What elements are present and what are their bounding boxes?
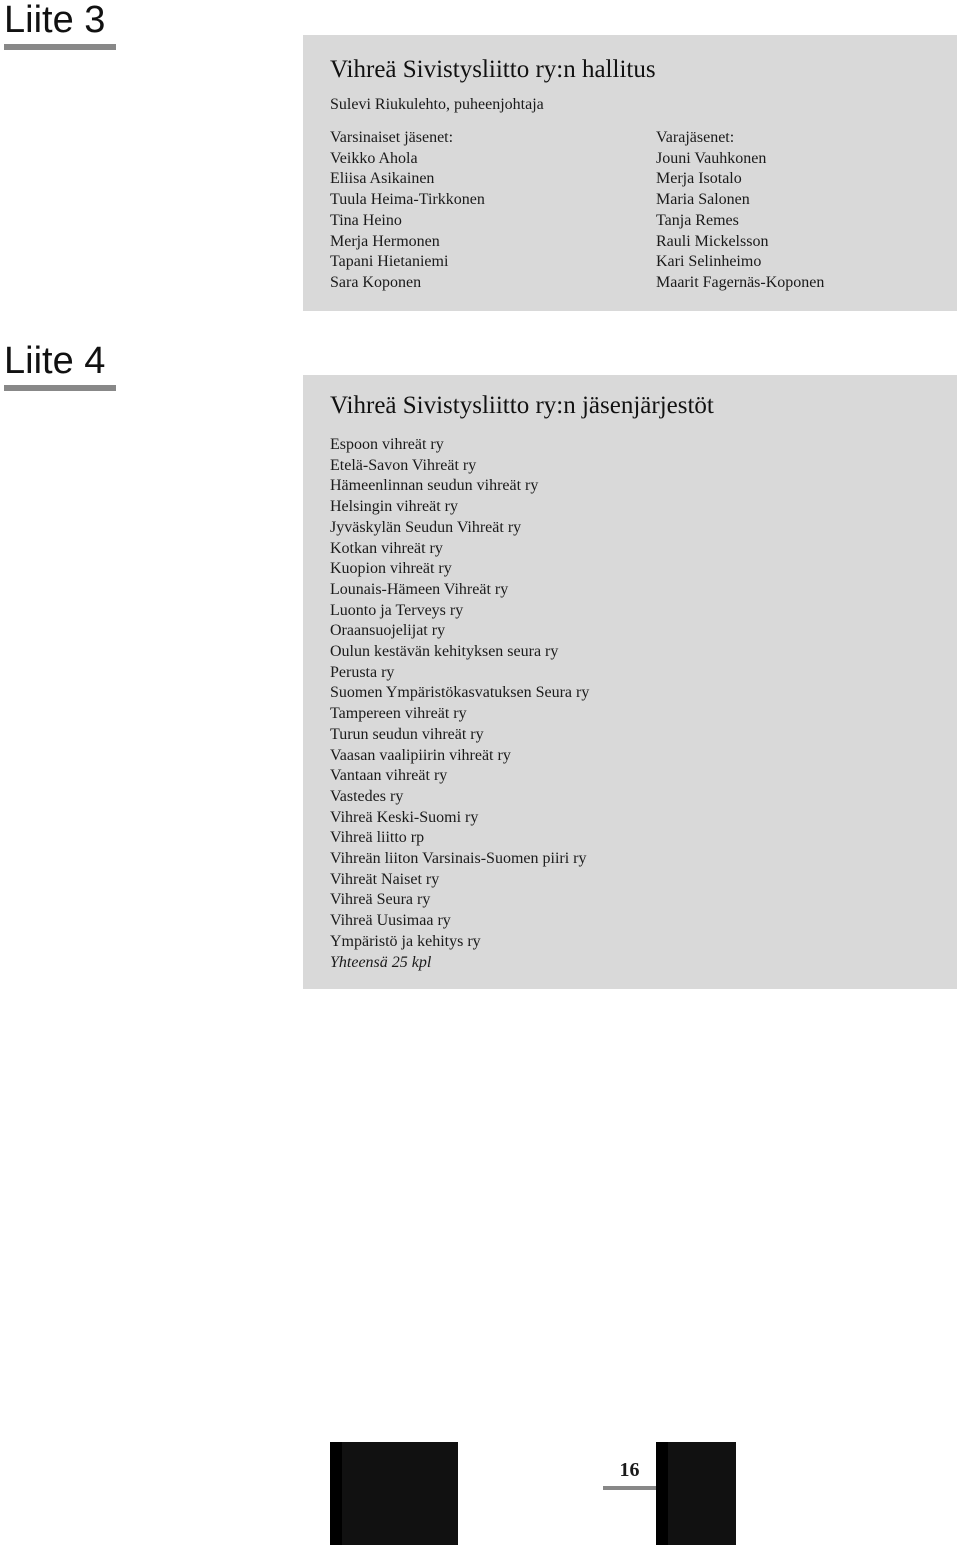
organization-item: Etelä-Savon Vihreät ry — [330, 456, 477, 474]
organizations-total: Yhteensä 25 kpl — [330, 953, 432, 971]
liite-4-underline — [4, 385, 116, 391]
footer-bar-right-stripe — [656, 1442, 668, 1545]
member-item: Tuula Heima-Tirkkonen — [330, 191, 485, 209]
organization-item: Vaasan vaalipiirin vihreät ry — [330, 746, 511, 764]
organization-item: Jyväskylän Seudun Vihreät ry — [330, 518, 522, 536]
organizations-box — [303, 375, 957, 989]
organization-item: Lounais-Hämeen Vihreät ry — [330, 580, 509, 598]
deputies-column — [656, 128, 824, 294]
members-column — [330, 128, 656, 294]
organization-item: Vihreät Naiset ry — [330, 870, 440, 888]
section-label-liite-4 — [4, 341, 116, 391]
member-item: Merja Hermonen — [330, 232, 440, 250]
organization-item: Turun seudun vihreät ry — [330, 725, 484, 743]
deputy-item: Rauli Mickelsson — [656, 232, 769, 250]
organization-item: Oulun kestävän kehityksen seura ry — [330, 643, 559, 661]
members-heading: Varsinaiset jäsenet: — [330, 129, 454, 146]
organization-item: Helsingin vihreät ry — [330, 498, 458, 516]
organization-item: Vihreä liitto rp — [330, 829, 425, 847]
deputy-item: Jouni Vauhkonen — [656, 149, 767, 167]
board-columns — [330, 128, 957, 294]
deputy-item: Kari Selinheimo — [656, 253, 762, 271]
organization-item: Vihreän liiton Varsinais-Suomen piiri ry — [330, 850, 587, 868]
liite-3-underline — [4, 44, 116, 50]
member-item: Tapani Hietaniemi — [330, 253, 449, 271]
deputy-item: Tanja Remes — [656, 211, 739, 229]
section-label-liite-3 — [4, 0, 116, 50]
liite-4-text: Liite 4 — [4, 340, 106, 382]
footer-bar-left — [330, 1442, 458, 1545]
organization-item: Ympäristö ja kehitys ry — [330, 932, 481, 950]
organizations-title: Vihreä Sivistysliitto ry:n jäsenjärjestöt — [330, 392, 714, 419]
page-number-underline — [603, 1486, 656, 1490]
liite-3-text: Liite 3 — [4, 0, 106, 41]
footer-bar-right — [656, 1442, 736, 1545]
organization-item: Kuopion vihreät ry — [330, 560, 452, 578]
footer-bar-left-stripe — [330, 1442, 342, 1545]
organization-item: Vantaan vihreät ry — [330, 767, 448, 785]
member-item: Tina Heino — [330, 211, 402, 229]
organization-item: Tampereen vihreät ry — [330, 705, 467, 723]
organization-item: Espoon vihreät ry — [330, 436, 444, 453]
member-item: Veikko Ahola — [330, 149, 418, 167]
page-number: 16 — [619, 1459, 640, 1481]
organization-item: Perusta ry — [330, 663, 395, 681]
deputy-item: Maria Salonen — [656, 191, 750, 209]
organizations-list — [330, 435, 957, 973]
deputies-heading: Varajäsenet: — [656, 129, 735, 146]
organization-item: Luonto ja Terveys ry — [330, 601, 464, 619]
organization-item: Kotkan vihreät ry — [330, 539, 443, 557]
organization-item: Suomen Ympäristökasvatuksen Seura ry — [330, 684, 590, 702]
organization-item: Hämeenlinnan seudun vihreät ry — [330, 477, 539, 495]
member-item: Sara Koponen — [330, 273, 422, 291]
organization-item: Vihreä Uusimaa ry — [330, 912, 451, 930]
board-box — [303, 35, 957, 311]
organization-item: Oraansuojelijat ry — [330, 622, 446, 640]
organization-item: Vastedes ry — [330, 787, 404, 805]
member-item: Eliisa Asikainen — [330, 170, 435, 188]
organization-item: Vihreä Keski-Suomi ry — [330, 808, 479, 826]
deputy-item: Merja Isotalo — [656, 170, 742, 188]
board-title: Vihreä Sivistysliitto ry:n hallitus — [330, 56, 656, 83]
board-chair: Sulevi Riukulehto, puheenjohtaja — [330, 96, 544, 113]
organization-item: Vihreä Seura ry — [330, 891, 431, 909]
deputy-item: Maarit Fagernäs-Koponen — [656, 273, 825, 291]
